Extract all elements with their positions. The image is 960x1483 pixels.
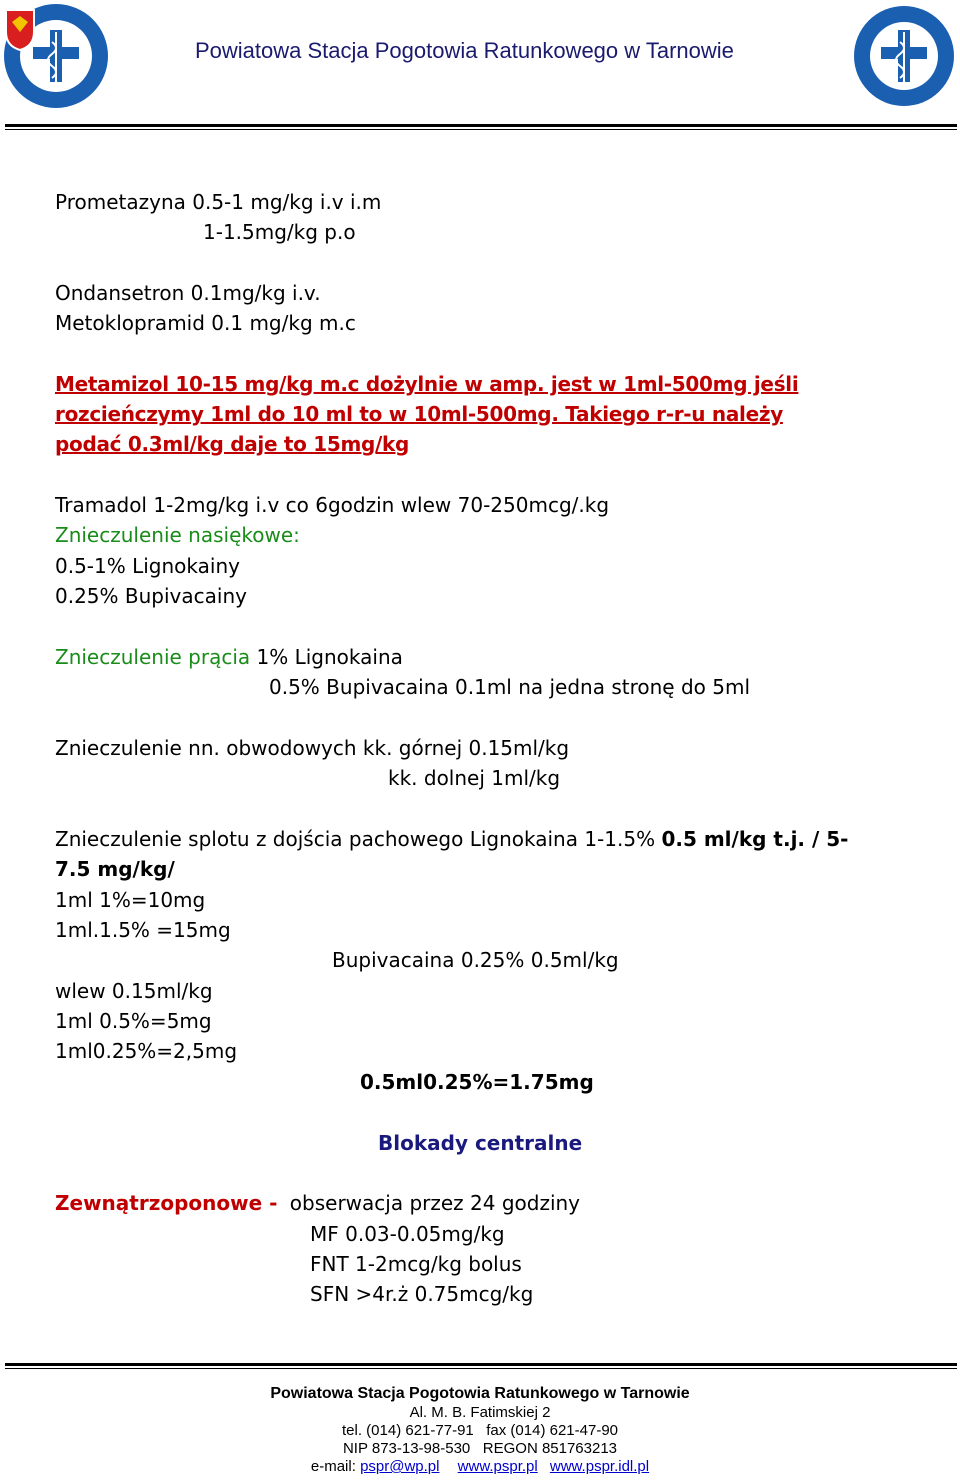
- prometazyna-line-2: 1-1.5mg/kg p.o: [203, 220, 356, 244]
- ondansetron-line: Ondansetron 0.1mg/kg i.v.: [55, 281, 321, 305]
- splot-calc-1: 1ml 1%=10mg: [55, 888, 206, 912]
- footer-ids: NIP 873-13-98-530 REGON 851763213: [342, 1440, 618, 1457]
- wlew-line: wlew 0.15ml/kg: [55, 979, 213, 1003]
- zewnatrzoponowe-line-3: FNT 1-2mcg/kg bolus: [310, 1252, 522, 1276]
- metamizol-line-3: podać 0.3ml/kg daje to 15mg/kg: [55, 432, 410, 456]
- metamizol-line-2: rozcieńczymy 1ml do 10 ml to w 10ml-500mg. Takiego r-r-u należy: [55, 402, 783, 426]
- footer-rule-thin: [5, 1368, 957, 1369]
- splot-line-2: 7.5 mg/kg/: [55, 857, 175, 881]
- footer-rule-thick: [5, 1363, 957, 1366]
- obwodowych-line-1: Znieczulenie nn. obwodowych kk. górnej 0.15ml/kg: [55, 736, 570, 760]
- prometazyna-line-1: Prometazyna 0.5-1 mg/kg i.v i.m: [55, 190, 382, 214]
- tramadol-line: Tramadol 1-2mg/kg i.v co 6godzin wlew 70-250mcg/.kg: [55, 493, 610, 517]
- pracia-heading: Znieczulenie prącia: [55, 645, 251, 669]
- pracia-line-1: [55, 642, 403, 672]
- header-title: Powiatowa Stacja Pogotowia Ratunkowego w Tarnowie: [195, 38, 734, 63]
- footer-name: Powiatowa Stacja Pogotowia Ratunkowego w Tarnowie: [270, 1385, 690, 1402]
- metoklopramid-line: Metoklopramid 0.1 mg/kg m.c: [55, 311, 356, 335]
- left-logo-icon: [2, 2, 110, 110]
- right-logo-icon: [852, 4, 956, 108]
- nasiekowe-line-1: 0.5-1% Lignokainy: [55, 554, 240, 578]
- blokady-heading: Blokady centralne: [378, 1131, 583, 1155]
- header-rule-thick: [5, 124, 957, 127]
- pracia-value-1: 1% Lignokaina: [256, 645, 403, 669]
- footer-email-link[interactable]: pspr@wp.pl: [360, 1458, 440, 1475]
- nasiekowe-line-2: 0.25% Bupivacainy: [55, 584, 247, 608]
- header-rule-thin: [5, 129, 957, 130]
- pracia-line-2: 0.5% Bupivacaina 0.1ml na jedna stronę do 5ml: [269, 675, 751, 699]
- wlew-calc-2: 1ml0.25%=2,5mg: [55, 1039, 238, 1063]
- bupivacaina-calc: 0.5ml0.25%=1.75mg: [360, 1070, 594, 1094]
- zewnatrzoponowe-line-2: MF 0.03-0.05mg/kg: [310, 1222, 505, 1246]
- nasiekowe-heading: Znieczulenie nasiękowe:: [55, 523, 300, 547]
- footer-contact: [0, 1458, 960, 1476]
- zewnatrzoponowe-heading: Zewnątrzoponowe -: [55, 1191, 278, 1215]
- splot-line-1: [55, 824, 848, 854]
- footer-phones: tel. (014) 621-77-91 fax (014) 621-47-90: [342, 1422, 618, 1439]
- obwodowych-line-2: kk. dolnej 1ml/kg: [388, 766, 561, 790]
- footer-email-label: e-mail:: [310, 1458, 356, 1475]
- footer-address: Al. M. B. Fatimskiej 2: [409, 1404, 551, 1421]
- metamizol-line-1: Metamizol 10-15 mg/kg m.c dożylnie w amp. jest w 1ml-500mg jeśli: [55, 372, 799, 396]
- footer-www-link-1[interactable]: www.pspr.pl: [457, 1458, 538, 1475]
- zewnatrzoponowe-value-1: obserwacja przez 24 godziny: [289, 1191, 581, 1215]
- splot-text: Znieczulenie splotu z dojścia pachowego Lignokaina 1-1.5%: [55, 827, 656, 851]
- splot-dose: 0.5 ml/kg t.j. / 5-: [661, 827, 849, 851]
- bupivacaina-heading: Bupivacaina 0.25% 0.5ml/kg: [332, 948, 619, 972]
- zewnatrzoponowe-line-4: SFN >4r.ż 0.75mcg/kg: [310, 1282, 534, 1306]
- zewnatrzoponowe-line-1: [55, 1188, 580, 1218]
- splot-calc-2: 1ml.1.5% =15mg: [55, 918, 231, 942]
- footer-www-link-2[interactable]: www.pspr.idl.pl: [549, 1458, 650, 1475]
- wlew-calc-1: 1ml 0.5%=5mg: [55, 1009, 212, 1033]
